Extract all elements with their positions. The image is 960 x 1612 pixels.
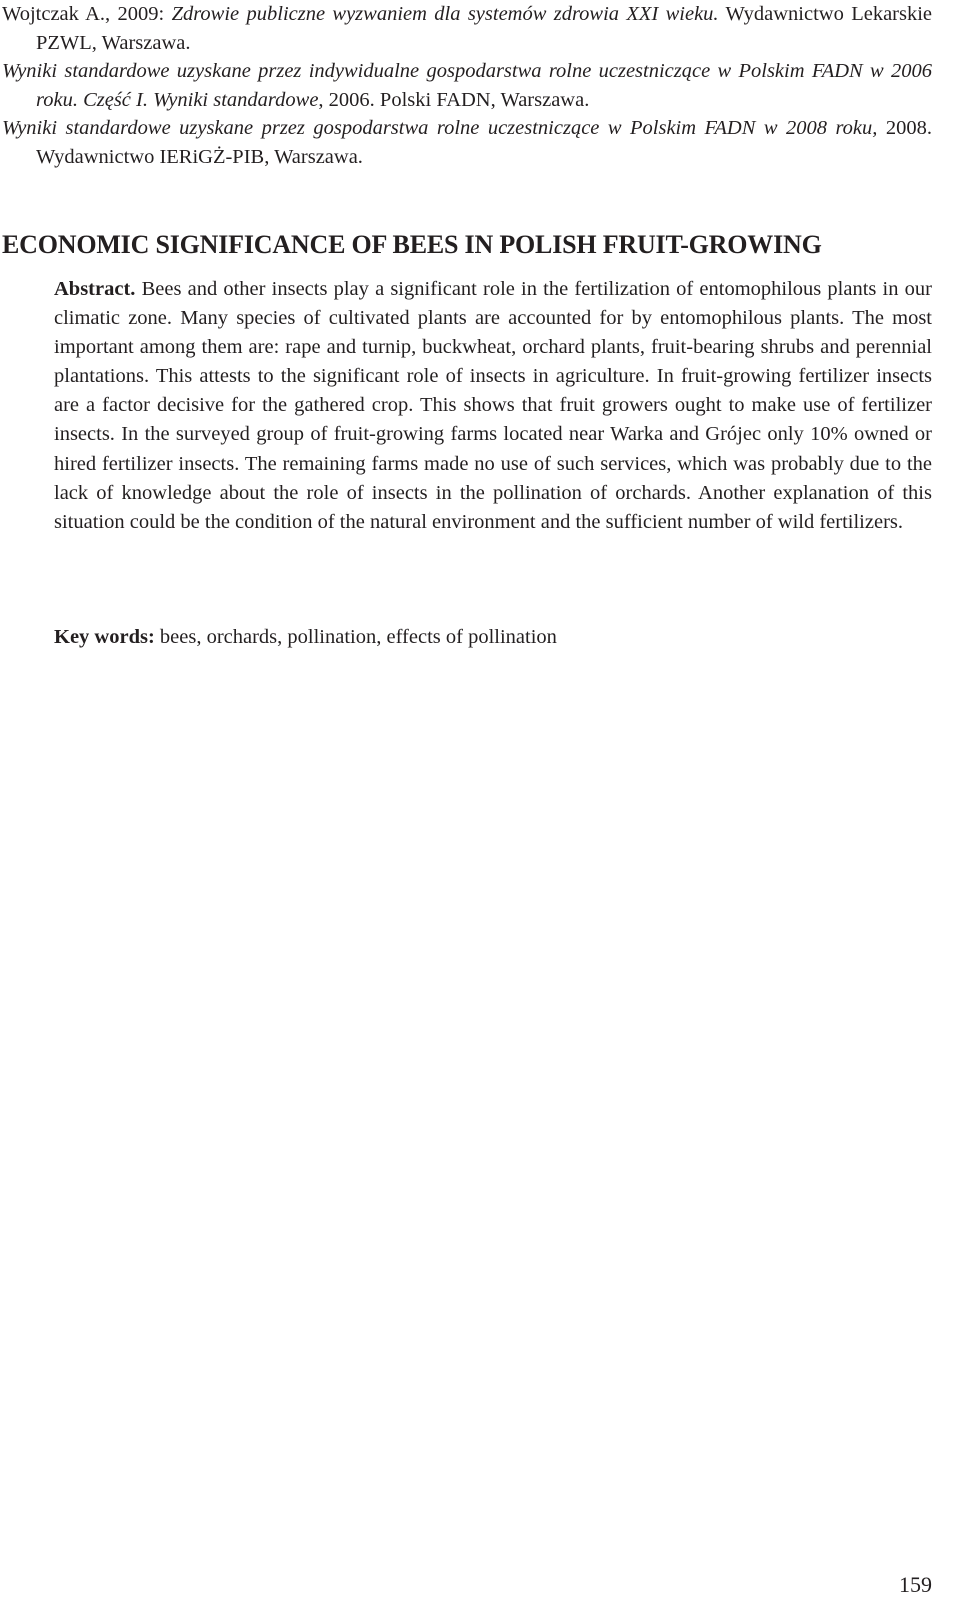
keywords (54, 623, 932, 652)
reference-item (2, 57, 932, 114)
abstract (54, 275, 932, 537)
reference-title: Wyniki standardowe uzyskane przez gospodarstwa rolne uczestniczące w Polskim FADN w 2008 roku, (2, 117, 878, 139)
reference-title: Zdrowie publiczne wyzwaniem dla systemów zdrowia XXI wieku. (171, 3, 719, 25)
reference-item (2, 114, 932, 171)
abstract-label: Abstract. (54, 278, 136, 300)
reference-publisher: Wydawnictwo Lekarskie PZWL, Warszawa. (36, 3, 933, 54)
reference-publisher: 2008. Wydawnictwo IERiGŻ-PIB, Warszawa. (36, 117, 933, 168)
keywords-label: Key words: (54, 626, 155, 648)
keywords-text: bees, orchards, pollination, effects of pollination (154, 626, 557, 648)
page-number: 159 (899, 1572, 932, 1597)
reference-publisher: , 2006. Polski FADN, Warszawa. (318, 88, 590, 111)
reference-list (2, 0, 932, 171)
reference-item (2, 0, 932, 57)
article-title: ECONOMIC SIGNIFICANCE OF BEES IN POLISH FRUIT-GROWING (2, 230, 822, 259)
abstract-text: Bees and other insects play a significant role in the fertilization of entomophilous plants in our climatic zone. Many species of cultivated plants are accounted for by entomophilous plants. The most important among them are: rape and turnip, buckwheat, orchard plants, fruit-bearing shrubs and perennial plantations. This attests to the significant role of insects in agriculture. In fruit-growing fertilizer insects are a factor decisive for the gathered crop. This shows that fruit growers ought to make use of fertilizer insects. In the surveyed group of fruit-growing farms located near Warka and Grójec only 10% owned or hired fertilizer insects. The remaining farms made no use of such services, which was probably due to the lack of knowledge about the role of insects in the pollination of orchards. Another explanation of this situation could be the condition of the natural environment and the sufficient number of wild fertilizers. (54, 278, 932, 533)
reference-author-year: Wojtczak A., 2009: (2, 3, 172, 25)
reference-title: Wyniki standardowe uzyskane przez indywidualne gospodarstwa rolne uczestniczące w Polskim FADN w 2006 roku. Część I. Wyniki standardowe (2, 60, 932, 111)
